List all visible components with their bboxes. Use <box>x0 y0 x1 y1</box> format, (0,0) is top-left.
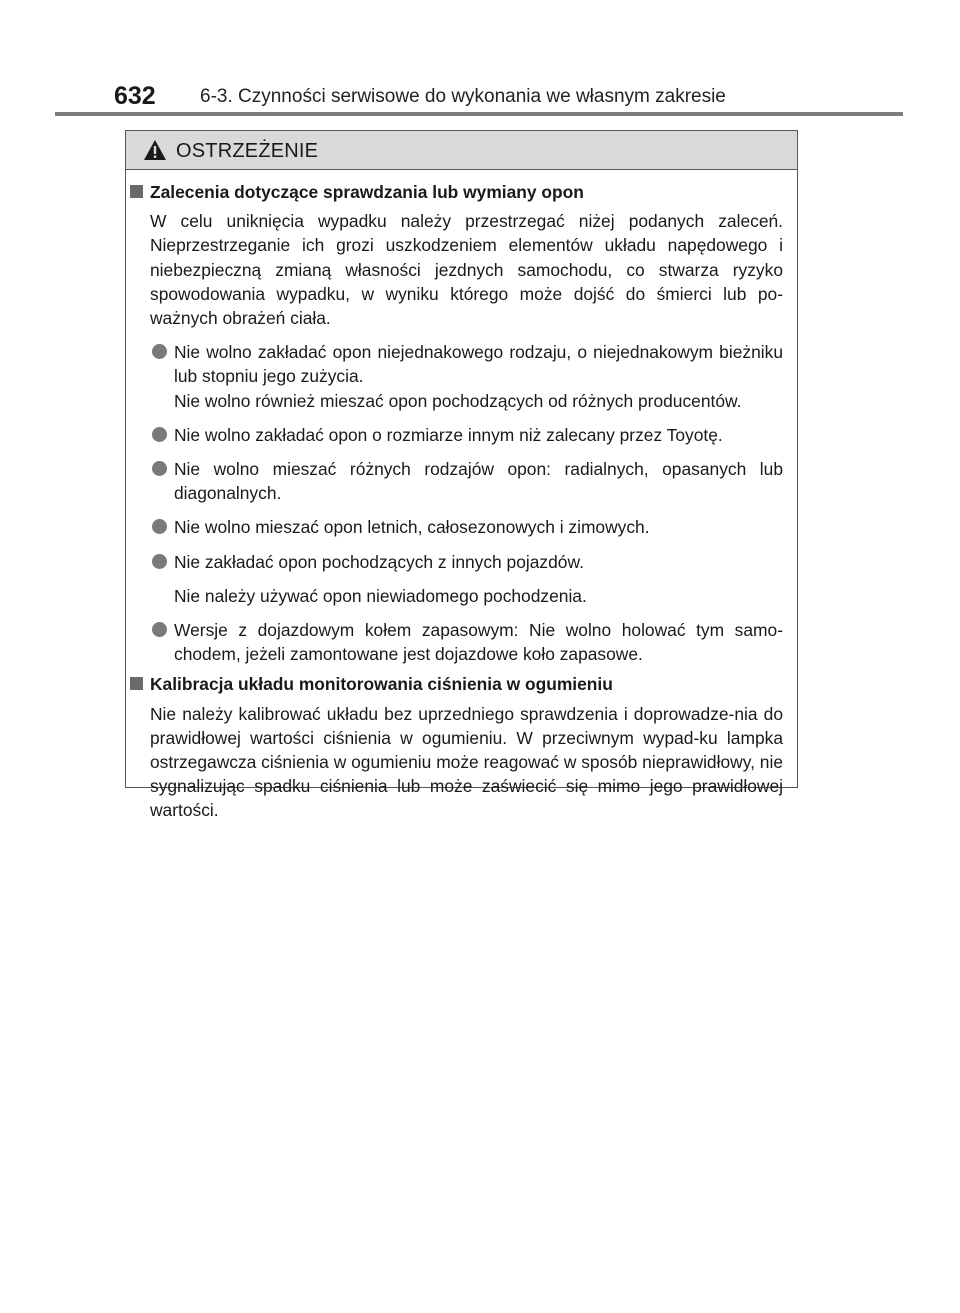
round-bullet-icon <box>152 554 167 569</box>
warning-title: OSTRZEŻENIE <box>176 140 319 162</box>
warning-content <box>126 169 797 823</box>
header-rule <box>55 112 903 116</box>
list-item: Nie wolno mieszać różnych rodzajów opon: radialnych, opasanych lub diagonalnych. <box>174 457 783 505</box>
section-title: 6-3. Czynności serwisowe do wykonania we własnym zakresie <box>200 86 726 107</box>
round-bullet-icon <box>152 461 167 476</box>
section-paragraph: W celu uniknięcia wypadku należy przestrzegać niżej podanych zaleceń. Nieprzestrzeganie ich grozi uszkodzeniem elementów układu napędowego i niebezpieczną zmianą własności jezdnych samochodu, co stwarza ryzyko spowodowania wypadku, w wyniku którego może dojść do śmierci lub po-ważnych obrażeń ciała. <box>150 211 783 329</box>
list-item: Wersje z dojazdowym kołem zapasowym: Nie wolno holować tym samo-chodem, jeżeli zamontowane jest dojazdowe koło zapasowe. <box>174 618 783 666</box>
round-bullet-icon <box>152 519 167 534</box>
section-heading: Kalibracja układu monitorowania ciśnienia w ogumieniu <box>150 672 797 696</box>
warning-header <box>126 131 797 170</box>
round-bullet-icon <box>152 622 167 637</box>
list-item: Nie wolno mieszać opon letnich, całosezonowych i zimowych. <box>174 515 783 539</box>
square-bullet-icon <box>130 677 143 690</box>
warning-box <box>125 130 798 821</box>
list-item-note: Nie wolno również mieszać opon pochodzących od różnych producentów. <box>174 390 742 411</box>
list-item-note: Nie należy używać opon niewiadomego pochodzenia. <box>174 585 587 606</box>
list-item: Nie wolno zakładać opon o rozmiarze innym niż zalecany przez Toyotę. <box>174 423 783 447</box>
section-tpms-calibration <box>150 672 797 822</box>
page-header <box>110 78 910 114</box>
section-paragraph: Nie należy kalibrować układu bez uprzedniego sprawdzenia i doprowadze-nia do prawidłowej wartości ciśnienia w ogumieniu. W przeciwnym wypad-ku lampka ostrzegawcza ciśnienia w ogumieniu może reagować w sposób nieprawidłowy, nie sygnalizując spadku ciśnienia lub może zaświecić się mimo jego prawidłowej wartości. <box>150 703 783 821</box>
list-item: Nie wolno zakładać opon niejednakowego rodzaju, o niejednakowym bieżniku lub stopniu jego zużycia. Nie wolno również mieszać opon pochodzących od różnych producentów. <box>174 340 783 413</box>
round-bullet-icon <box>152 344 167 359</box>
warning-triangle-icon <box>143 139 167 161</box>
list-item: Nie zakładać opon pochodzących z innych pojazdów. Nie należy używać opon niewiadomego pochodzenia. <box>174 550 783 608</box>
section-tyres <box>150 180 797 666</box>
square-bullet-icon <box>130 185 143 198</box>
section-heading: Zalecenia dotyczące sprawdzania lub wymiany opon <box>150 180 797 204</box>
page-number: 632 <box>114 82 156 110</box>
round-bullet-icon <box>152 427 167 442</box>
